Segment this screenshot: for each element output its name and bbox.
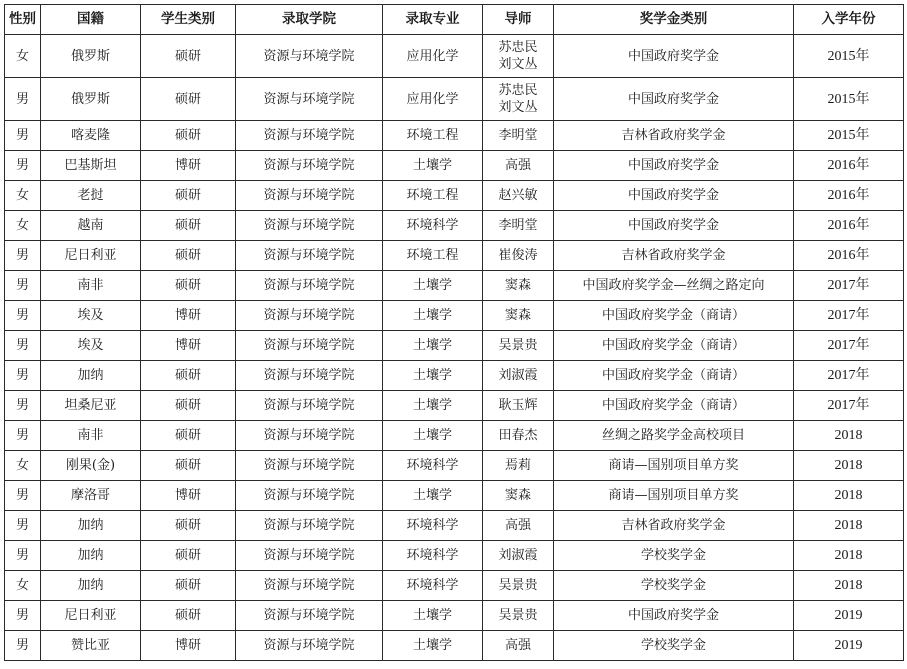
year-cell: 2018 <box>794 571 904 601</box>
gender-cell: 女 <box>5 451 41 481</box>
year-cell: 2019 <box>794 631 904 661</box>
student-type-cell: 硕研 <box>141 391 236 421</box>
student-type-cell: 硕研 <box>141 361 236 391</box>
gender-cell: 男 <box>5 78 41 121</box>
scholarship-cell: 学校奖学金 <box>554 631 794 661</box>
advisor-cell <box>483 361 554 391</box>
advisor-name: 吴景贵 <box>498 338 538 353</box>
country-cell: 巴基斯坦 <box>41 151 141 181</box>
major-cell: 土壤学 <box>383 331 483 361</box>
year-cell: 2016年 <box>794 181 904 211</box>
advisor-cell <box>483 601 554 631</box>
year-cell: 2015年 <box>794 78 904 121</box>
country-cell: 喀麦隆 <box>41 121 141 151</box>
college-cell: 资源与环境学院 <box>236 211 383 241</box>
header-advisor: 导师 <box>483 5 554 35</box>
college-cell: 资源与环境学院 <box>236 451 383 481</box>
country-cell: 坦桑尼亚 <box>41 391 141 421</box>
gender-cell: 男 <box>5 361 41 391</box>
country-cell: 尼日利亚 <box>41 601 141 631</box>
student-type-cell: 博研 <box>141 151 236 181</box>
major-cell: 土壤学 <box>383 481 483 511</box>
year-cell: 2016年 <box>794 151 904 181</box>
country-cell: 老挝 <box>41 181 141 211</box>
year-cell: 2018 <box>794 481 904 511</box>
table-row <box>5 331 904 361</box>
major-cell: 环境科学 <box>383 451 483 481</box>
advisor-name: 田春杰 <box>498 428 538 443</box>
table-row <box>5 631 904 661</box>
college-cell: 资源与环境学院 <box>236 601 383 631</box>
scholarship-cell: 中国政府奖学金 <box>554 35 794 78</box>
advisor-name: 耿玉辉 <box>498 398 538 413</box>
gender-cell: 男 <box>5 271 41 301</box>
major-cell: 环境科学 <box>383 511 483 541</box>
college-cell: 资源与环境学院 <box>236 181 383 211</box>
college-cell: 资源与环境学院 <box>236 391 383 421</box>
student-type-cell: 硕研 <box>141 271 236 301</box>
country-cell: 越南 <box>41 211 141 241</box>
gender-cell: 男 <box>5 631 41 661</box>
advisor-cell <box>483 271 554 301</box>
scholarship-cell: 丝绸之路奖学金高校项目 <box>554 421 794 451</box>
scholarship-cell: 吉林省政府奖学金 <box>554 241 794 271</box>
advisor-name: 高强 <box>504 518 531 533</box>
college-cell: 资源与环境学院 <box>236 241 383 271</box>
country-cell: 南非 <box>41 421 141 451</box>
advisor-name: 刘淑霞 <box>498 368 538 383</box>
header-year: 入学年份 <box>794 5 904 35</box>
country-cell: 加纳 <box>41 541 141 571</box>
table-row <box>5 361 904 391</box>
table-row <box>5 571 904 601</box>
table-row <box>5 271 904 301</box>
advisor-name: 窦森 <box>504 278 531 293</box>
table-row <box>5 451 904 481</box>
year-cell: 2019 <box>794 601 904 631</box>
major-cell: 土壤学 <box>383 301 483 331</box>
advisor-cell <box>483 631 554 661</box>
scholarship-cell: 中国政府奖学金 <box>554 211 794 241</box>
year-cell: 2018 <box>794 421 904 451</box>
header-country: 国籍 <box>41 5 141 35</box>
advisor-cell <box>483 211 554 241</box>
year-cell: 2017年 <box>794 271 904 301</box>
college-cell: 资源与环境学院 <box>236 571 383 601</box>
college-cell: 资源与环境学院 <box>236 361 383 391</box>
major-cell: 环境工程 <box>383 181 483 211</box>
major-cell: 环境工程 <box>383 121 483 151</box>
student-type-cell: 硕研 <box>141 421 236 451</box>
gender-cell: 男 <box>5 331 41 361</box>
major-cell: 环境科学 <box>383 211 483 241</box>
scholarship-cell: 商请—国别项目单方奖 <box>554 451 794 481</box>
gender-cell: 女 <box>5 211 41 241</box>
scholarship-cell: 商请—国别项目单方奖 <box>554 481 794 511</box>
year-cell: 2016年 <box>794 211 904 241</box>
scholarship-cell: 中国政府奖学金（商请） <box>554 331 794 361</box>
table-row <box>5 35 904 78</box>
scholarship-cell: 学校奖学金 <box>554 541 794 571</box>
advisor-name: 李明堂 <box>498 218 538 233</box>
scholarship-cell: 中国政府奖学金（商请） <box>554 301 794 331</box>
advisor-cell <box>483 541 554 571</box>
advisor-name: 赵兴敏 <box>498 188 538 203</box>
advisor-cell <box>483 35 554 78</box>
advisor-name: 崔俊涛 <box>498 248 538 263</box>
college-cell: 资源与环境学院 <box>236 35 383 78</box>
gender-cell: 女 <box>5 181 41 211</box>
table-row <box>5 481 904 511</box>
gender-cell: 男 <box>5 601 41 631</box>
scholarship-cell: 中国政府奖学金 <box>554 151 794 181</box>
college-cell: 资源与环境学院 <box>236 631 383 661</box>
advisor-name: 高强 <box>504 638 531 653</box>
advisor-name: 吴景贵 <box>498 578 538 593</box>
student-type-cell: 硕研 <box>141 181 236 211</box>
scholarship-cell: 吉林省政府奖学金 <box>554 121 794 151</box>
scholarship-cell: 学校奖学金 <box>554 571 794 601</box>
major-cell: 应用化学 <box>383 35 483 78</box>
country-cell: 南非 <box>41 271 141 301</box>
gender-cell: 男 <box>5 241 41 271</box>
advisor-cell <box>483 121 554 151</box>
gender-cell: 男 <box>5 391 41 421</box>
major-cell: 环境科学 <box>383 571 483 601</box>
advisor-name: 刘淑霞 <box>498 548 538 563</box>
advisor-name: 焉莉 <box>504 458 531 473</box>
major-cell: 土壤学 <box>383 151 483 181</box>
country-cell: 俄罗斯 <box>41 35 141 78</box>
table-row <box>5 511 904 541</box>
gender-cell: 女 <box>5 571 41 601</box>
scholarship-cell: 中国政府奖学金—丝绸之路定向 <box>554 271 794 301</box>
major-cell: 土壤学 <box>383 421 483 451</box>
advisor-name: 苏忠民 <box>498 83 538 98</box>
advisor-cell <box>483 78 554 121</box>
advisor-name: 高强 <box>504 158 531 173</box>
college-cell: 资源与环境学院 <box>236 301 383 331</box>
country-cell: 加纳 <box>41 361 141 391</box>
gender-cell: 男 <box>5 121 41 151</box>
year-cell: 2017年 <box>794 301 904 331</box>
table-row <box>5 601 904 631</box>
scholarship-cell: 中国政府奖学金 <box>554 181 794 211</box>
scholarship-cell: 中国政府奖学金 <box>554 78 794 121</box>
table-row <box>5 541 904 571</box>
college-cell: 资源与环境学院 <box>236 511 383 541</box>
major-cell: 土壤学 <box>383 391 483 421</box>
college-cell: 资源与环境学院 <box>236 271 383 301</box>
table-row <box>5 78 904 121</box>
college-cell: 资源与环境学院 <box>236 481 383 511</box>
header-gender: 性别 <box>5 5 41 35</box>
advisor-cell <box>483 301 554 331</box>
country-cell: 埃及 <box>41 301 141 331</box>
major-cell: 土壤学 <box>383 271 483 301</box>
table-body <box>5 35 904 661</box>
table-row <box>5 241 904 271</box>
advisor-name: 窦森 <box>504 308 531 323</box>
major-cell: 土壤学 <box>383 361 483 391</box>
student-type-cell: 硕研 <box>141 571 236 601</box>
student-type-cell: 硕研 <box>141 211 236 241</box>
scholarship-cell: 吉林省政府奖学金 <box>554 511 794 541</box>
advisor-name: 吴景贵 <box>498 608 538 623</box>
year-cell: 2017年 <box>794 331 904 361</box>
gender-cell: 男 <box>5 511 41 541</box>
advisor-cell <box>483 451 554 481</box>
student-type-cell: 硕研 <box>141 541 236 571</box>
country-cell: 尼日利亚 <box>41 241 141 271</box>
table-row <box>5 301 904 331</box>
college-cell: 资源与环境学院 <box>236 421 383 451</box>
year-cell: 2015年 <box>794 121 904 151</box>
college-cell: 资源与环境学院 <box>236 331 383 361</box>
year-cell: 2018 <box>794 541 904 571</box>
table-row <box>5 391 904 421</box>
country-cell: 俄罗斯 <box>41 78 141 121</box>
advisor-name: 刘文丛 <box>498 100 538 115</box>
major-cell: 土壤学 <box>383 631 483 661</box>
advisor-cell <box>483 181 554 211</box>
student-type-cell: 博研 <box>141 331 236 361</box>
year-cell: 2016年 <box>794 241 904 271</box>
header-student-type: 学生类别 <box>141 5 236 35</box>
student-type-cell: 博研 <box>141 631 236 661</box>
student-type-cell: 硕研 <box>141 601 236 631</box>
year-cell: 2015年 <box>794 35 904 78</box>
country-cell: 加纳 <box>41 511 141 541</box>
table-row <box>5 211 904 241</box>
student-type-cell: 硕研 <box>141 78 236 121</box>
header-college: 录取学院 <box>236 5 383 35</box>
major-cell: 环境工程 <box>383 241 483 271</box>
header-row <box>5 5 904 35</box>
table-row <box>5 121 904 151</box>
student-type-cell: 硕研 <box>141 121 236 151</box>
advisor-name: 窦森 <box>504 488 531 503</box>
country-cell: 埃及 <box>41 331 141 361</box>
table-row <box>5 421 904 451</box>
scholarship-cell: 中国政府奖学金（商请） <box>554 361 794 391</box>
country-cell: 加纳 <box>41 571 141 601</box>
country-cell: 摩洛哥 <box>41 481 141 511</box>
advisor-cell <box>483 421 554 451</box>
table-row <box>5 181 904 211</box>
student-type-cell: 硕研 <box>141 241 236 271</box>
table-row <box>5 151 904 181</box>
student-type-cell: 硕研 <box>141 451 236 481</box>
gender-cell: 男 <box>5 421 41 451</box>
college-cell: 资源与环境学院 <box>236 121 383 151</box>
advisor-cell <box>483 241 554 271</box>
student-type-cell: 硕研 <box>141 35 236 78</box>
year-cell: 2017年 <box>794 391 904 421</box>
gender-cell: 女 <box>5 35 41 78</box>
scholarship-cell: 中国政府奖学金（商请） <box>554 391 794 421</box>
advisor-cell <box>483 391 554 421</box>
college-cell: 资源与环境学院 <box>236 151 383 181</box>
advisor-cell <box>483 511 554 541</box>
advisor-cell <box>483 151 554 181</box>
scholarship-cell: 中国政府奖学金 <box>554 601 794 631</box>
header-major: 录取专业 <box>383 5 483 35</box>
year-cell: 2018 <box>794 451 904 481</box>
advisor-name: 刘文丛 <box>498 57 538 72</box>
advisor-name: 李明堂 <box>498 128 538 143</box>
year-cell: 2017年 <box>794 361 904 391</box>
major-cell: 应用化学 <box>383 78 483 121</box>
advisor-cell <box>483 481 554 511</box>
college-cell: 资源与环境学院 <box>236 78 383 121</box>
country-cell: 刚果(金) <box>41 451 141 481</box>
gender-cell: 男 <box>5 151 41 181</box>
student-type-cell: 博研 <box>141 301 236 331</box>
student-type-cell: 博研 <box>141 481 236 511</box>
gender-cell: 男 <box>5 541 41 571</box>
header-scholarship: 奖学金类别 <box>554 5 794 35</box>
major-cell: 土壤学 <box>383 601 483 631</box>
gender-cell: 男 <box>5 481 41 511</box>
country-cell: 赞比亚 <box>41 631 141 661</box>
advisor-cell <box>483 331 554 361</box>
year-cell: 2018 <box>794 511 904 541</box>
student-table <box>4 4 904 661</box>
advisor-name: 苏忠民 <box>498 40 538 55</box>
student-type-cell: 硕研 <box>141 511 236 541</box>
major-cell: 环境科学 <box>383 541 483 571</box>
advisor-cell <box>483 571 554 601</box>
table-header <box>5 5 904 35</box>
gender-cell: 男 <box>5 301 41 331</box>
college-cell: 资源与环境学院 <box>236 541 383 571</box>
